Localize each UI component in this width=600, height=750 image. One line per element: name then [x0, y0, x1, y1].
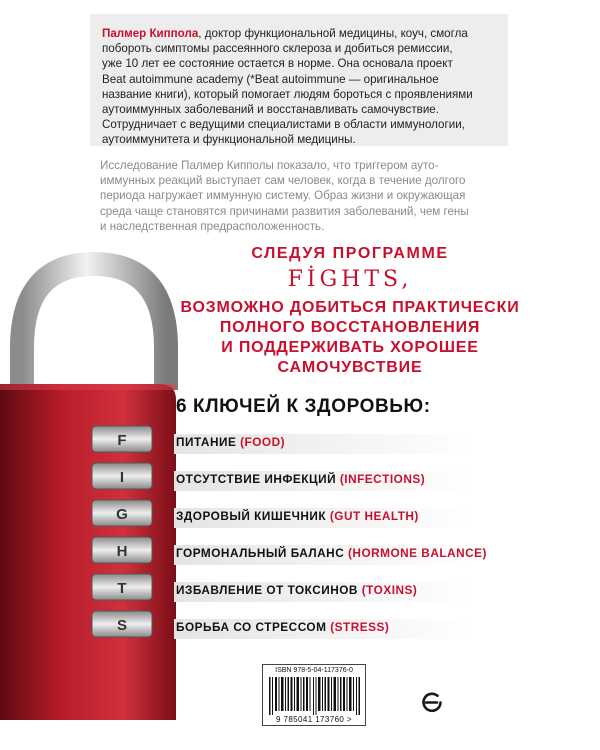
barcode-bars — [269, 677, 361, 715]
headline-line: И ПОДДЕРЖИВАТЬ ХОРОШЕЕ — [221, 339, 479, 356]
research-line: периода нагружает иммунную систему. Образ жизни и окружающая — [100, 189, 466, 203]
research-line: иммунных реакций выступает сам человек, когда в течение долгого — [100, 174, 466, 188]
research-line: и наследственная предрасположенность. — [100, 219, 325, 233]
keys-heading: 6 КЛЮЧЕЙ К ЗДОРОВЬЮ: — [176, 396, 431, 417]
key-item-text: ГОРМОНАЛЬНЫЙ БАЛАНС (HORMONE BALANCE) — [176, 546, 487, 560]
padlock-dial-letter: I — [119, 469, 125, 486]
headline-line: ПОЛНОГО ВОССТАНОВЛЕНИЯ — [219, 319, 481, 336]
headline-line: САМОЧУВСТВИЕ — [277, 359, 423, 376]
key-item-text: ИЗБАВЛЕНИЕ ОТ ТОКСИНОВ (TOXINS) — [176, 583, 418, 597]
key-item-text: БОРЬБА СО СТРЕССОМ (STRESS) — [176, 620, 390, 634]
key-item-text: ЗДОРОВЫЙ КИШЕЧНИК (GUT HEALTH) — [176, 509, 419, 523]
author-bio-line: Сотрудничает с ведущими специалистами в области иммунологии, — [102, 118, 465, 132]
author-bio-line: аутоиммунных заболеваний и восстанавливать самочувствие. — [102, 103, 439, 117]
author-bio-line: уже 10 лет ее состояние остается в норме. Она основала проект — [102, 57, 453, 71]
research-paragraph — [100, 158, 510, 234]
padlock-dial-letter: G — [116, 506, 128, 523]
barcode — [262, 664, 366, 726]
research-line: среда чаще становятся причинами развития заболеваний, чем гены — [100, 204, 469, 218]
padlock-dial — [92, 426, 152, 452]
padlock-dial — [92, 574, 152, 600]
key-item-food — [174, 428, 474, 454]
padlock-dial — [92, 537, 152, 563]
author-bio-line: Beat autoimmune academy (*Beat autoimmune — оригинальное — [102, 72, 439, 86]
key-item-text: ОТСУТСТВИЕ ИНФЕКЦИЙ (INFECTIONS) — [176, 472, 426, 486]
key-item-toxins — [174, 576, 474, 602]
barcode-digits: 9 785041 173760 > — [276, 715, 352, 724]
key-item-infections — [174, 465, 474, 491]
key-item-text: ПИТАНИЕ (FOOD) — [176, 435, 286, 449]
isbn-text: ISBN 978-5-04-117376-0 — [275, 667, 353, 674]
key-item-gut-health — [174, 502, 474, 528]
research-line: Исследование Палмер Кипполы показало, что триггером ауто- — [100, 159, 439, 172]
author-bio-line: аутоиммунитета и функциональной медицины. — [102, 133, 356, 147]
author-name: Палмер Киппола — [102, 27, 199, 40]
padlock-shackle — [22, 264, 166, 390]
padlock-dial-letter: H — [116, 543, 128, 560]
headline-line: ВОЗМОЖНО ДОБИТЬСЯ ПРАКТИЧЕСКИ — [180, 299, 520, 316]
padlock-dial — [92, 500, 152, 526]
padlock-dial-letter: S — [116, 617, 128, 634]
padlock-dial-letter: F — [117, 432, 127, 449]
fights-title: FİGHTS, — [287, 267, 413, 292]
author-bio-line: побороть симптомы рассеянного склероза и добиться ремиссии, — [102, 42, 453, 56]
key-item-hormone-balance — [174, 539, 487, 565]
headline-intro: СЛЕДУЯ ПРОГРАММЕ — [251, 245, 449, 262]
padlock-dial — [92, 611, 152, 637]
key-item-stress — [174, 613, 474, 639]
program-headline — [150, 244, 550, 378]
publisher-logo-icon — [420, 690, 444, 714]
author-bio-line: название книги), который помогает людям бороться с проявлениями — [102, 87, 473, 101]
author-bio-box — [90, 14, 508, 146]
padlock-dial — [92, 463, 152, 489]
padlock-dial-letter: T — [117, 580, 127, 597]
author-bio-line: Палмер Киппола, доктор функциональной медицины, коуч, смогла — [102, 27, 468, 40]
